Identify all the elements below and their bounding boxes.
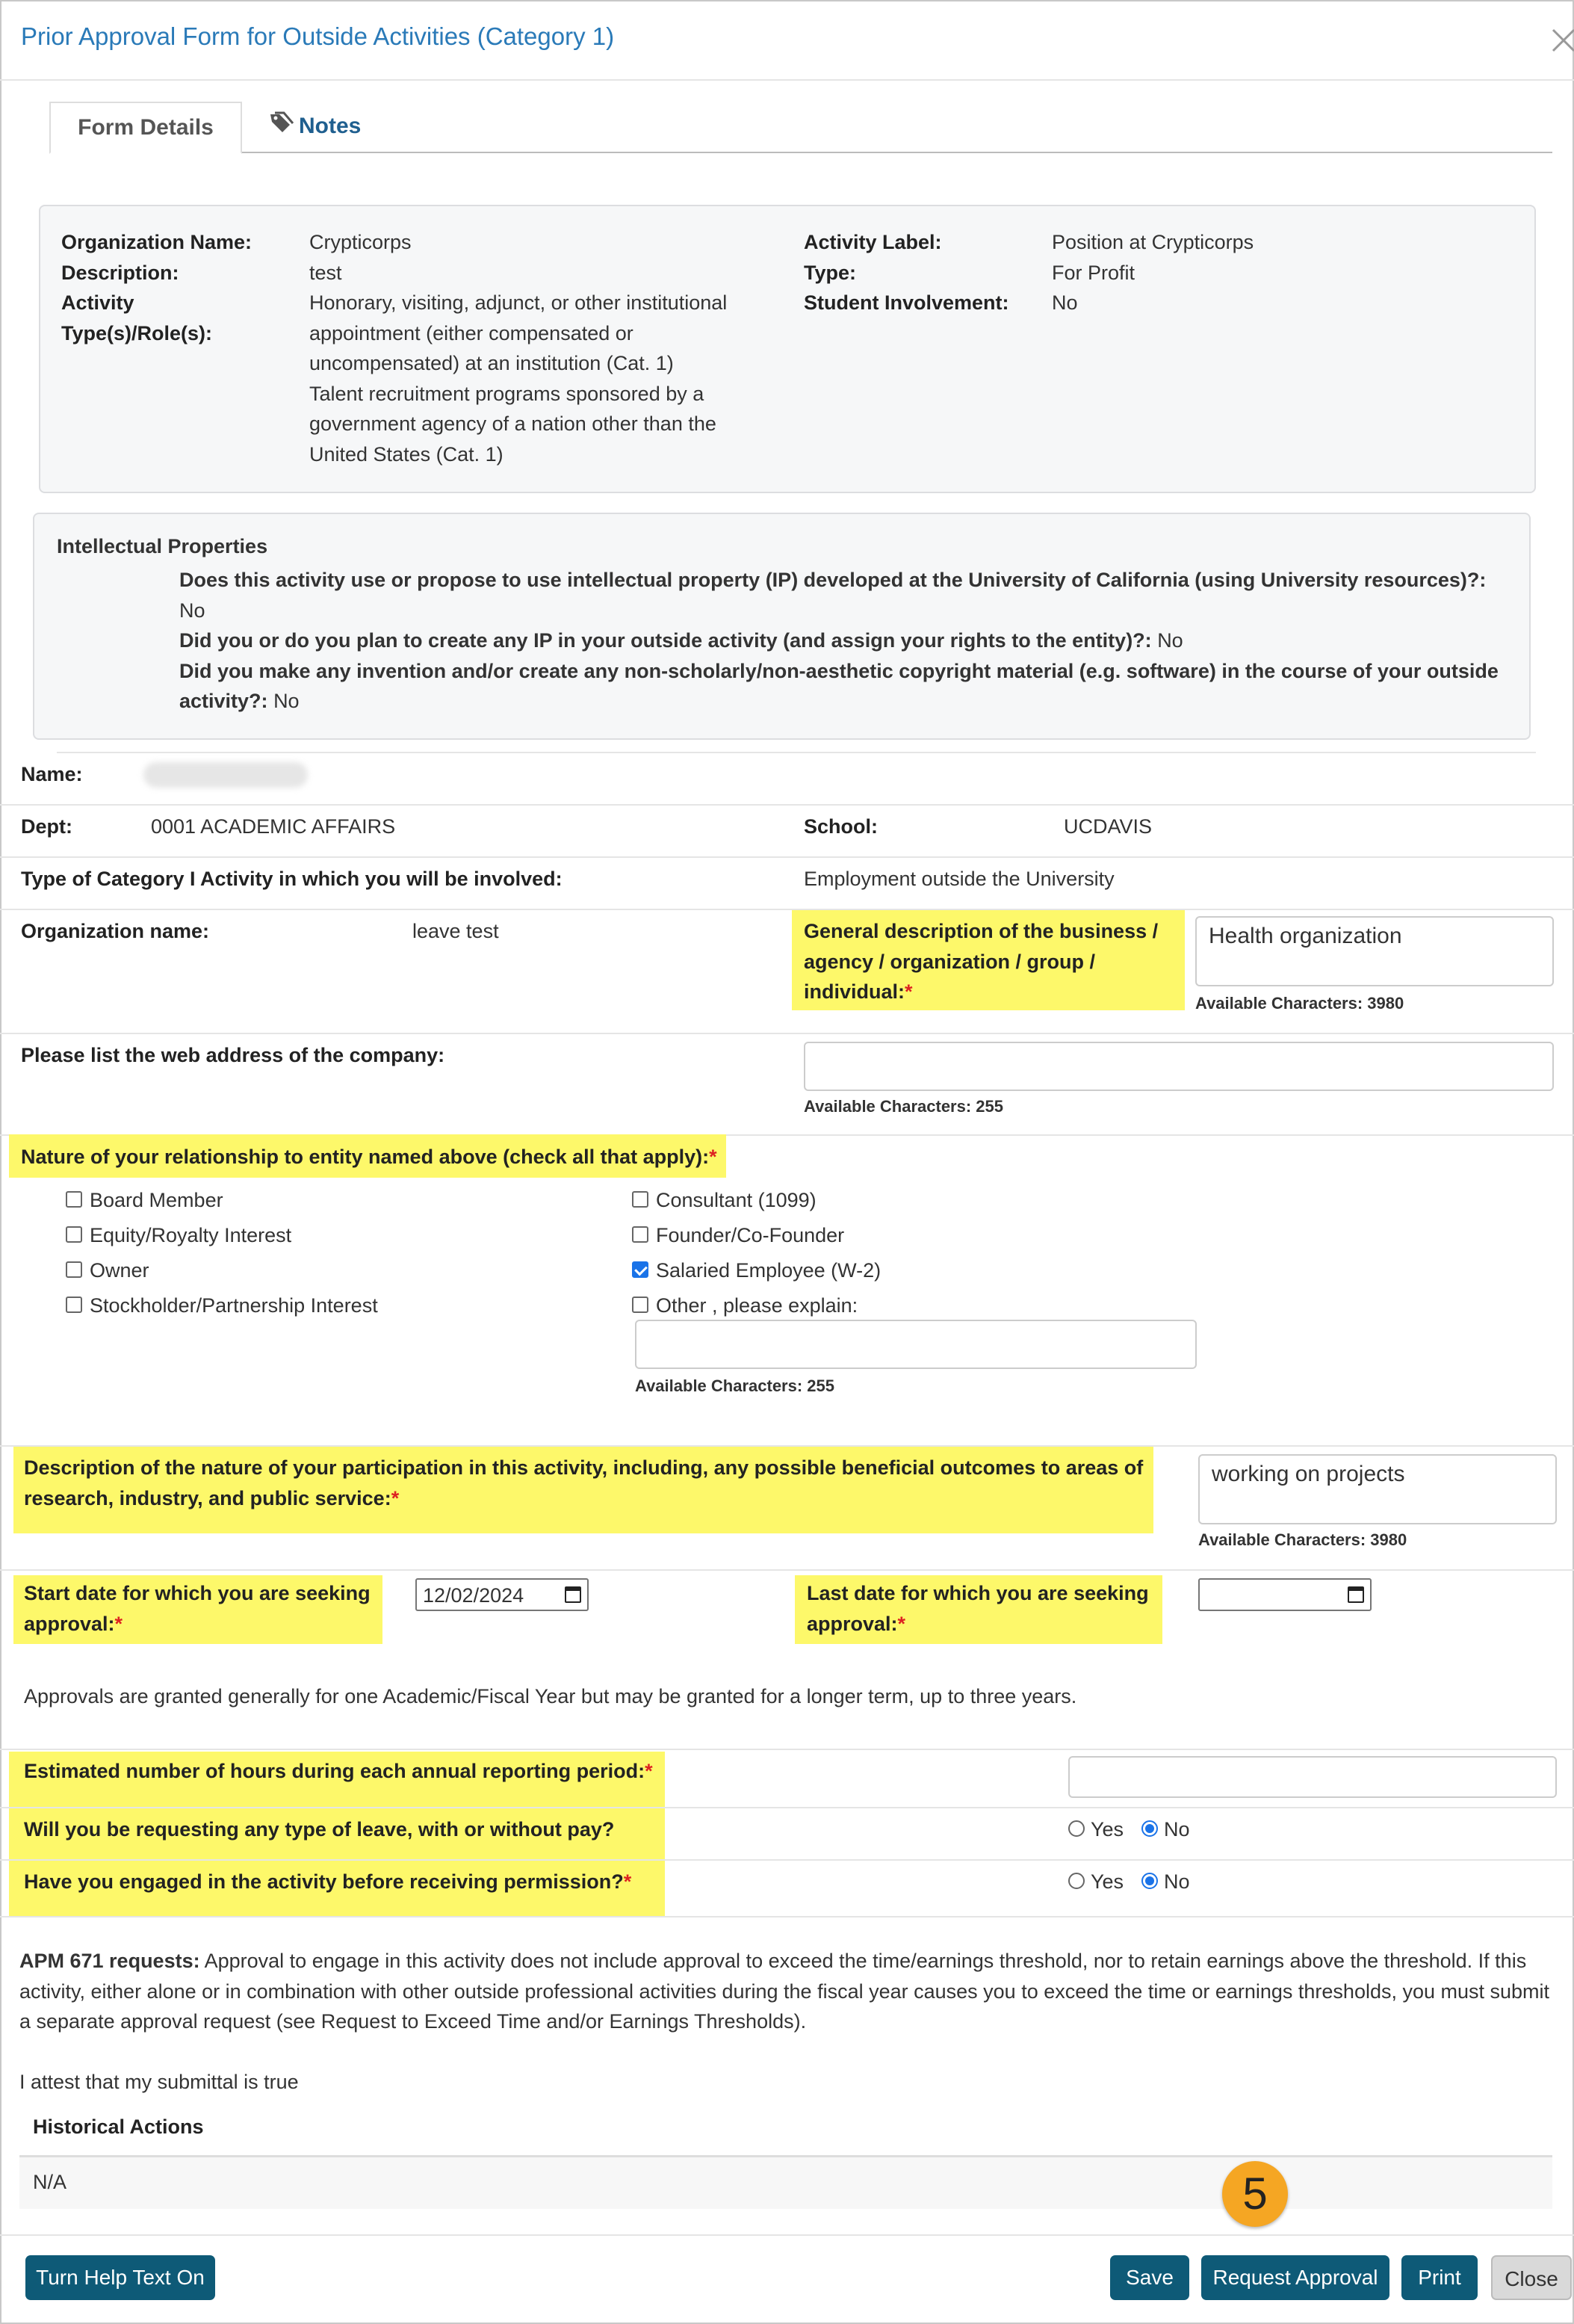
activity-types-list: Honorary, visiting, adjunct, or other institutional appointment (either compensated or uncompensated) at an institution (Cat. 1) Talent recruitment programs sponsored by a government agency of a nation other than the United States (Cat. 1): [309, 291, 728, 466]
divider: [57, 752, 1536, 753]
ip-questions: Does this activity use or propose to use intellectual property (IP) developed at the University of California (using University resources)?: No Did you or do you plan to create any IP in your outside activity (and assign your rights to the entity)?: No Did you make any invention and/or create any non-scholarly/non-aesthetic copyright material (e.g. software) in the course of your outside activity?: No: [179, 569, 1499, 712]
tab-notes[interactable]: [269, 102, 361, 151]
dept-value: 0001 ACADEMIC AFFAIRS: [151, 815, 396, 838]
owner-checkbox[interactable]: [66, 1261, 82, 1278]
calendar-icon[interactable]: [565, 1586, 581, 1603]
relationship-label: Nature of your relationship to entity named above (check all that apply):*: [21, 1146, 717, 1168]
start-date-value: 12/02/2024: [423, 1584, 524, 1607]
description-value: test: [309, 262, 342, 284]
historical-actions-value: N/A: [33, 2171, 67, 2193]
other-checkbox[interactable]: [632, 1297, 648, 1313]
ip-heading: Intellectual Properties: [57, 535, 268, 557]
activity-label-label: Activity Label:: [804, 231, 942, 253]
salaried-employee-checkbox[interactable]: [632, 1261, 648, 1278]
name-value-redacted: [143, 762, 308, 788]
attestation-text: I attest that my submittal is true: [19, 2071, 299, 2093]
type-label: Type:: [804, 262, 857, 284]
row-divider: [0, 1033, 1574, 1034]
activity-label-value: Position at Crypticorps: [1052, 231, 1254, 253]
description-label: Description:: [61, 262, 179, 284]
participation-available-chars: Available Characters: 3980: [1198, 1530, 1407, 1549]
student-involvement-label: Student Involvement:: [804, 291, 1009, 314]
leave-label: Will you be requesting any type of leave, with or without pay?: [24, 1818, 615, 1841]
organization-name-label: Organization name:: [21, 920, 210, 942]
other-label: Other , please explain:: [656, 1294, 858, 1317]
modal-title: Prior Approval Form for Outside Activities (Category 1): [21, 22, 615, 50]
row-divider: [0, 1916, 1574, 1917]
engaged-no-label: No: [1164, 1870, 1190, 1893]
web-address-label: Please list the web address of the company:: [21, 1044, 445, 1066]
row-divider: [0, 1859, 1574, 1861]
general-description-label: General description of the business / agency / organization / group / individual:*: [804, 920, 1159, 1003]
row-divider: [0, 804, 1574, 806]
tab-bar-line: [242, 152, 1552, 153]
leave-yes-label: Yes: [1091, 1818, 1124, 1841]
engaged-yes-radio[interactable]: [1068, 1873, 1085, 1889]
last-date-input[interactable]: [1198, 1578, 1372, 1611]
leave-no-radio[interactable]: [1141, 1820, 1158, 1837]
request-approval-button[interactable]: Request Approval: [1201, 2255, 1389, 2300]
school-value: UCDAVIS: [1064, 815, 1153, 838]
hours-label: Estimated number of hours during each annual reporting period:*: [24, 1760, 653, 1782]
step-number-badge: 5: [1222, 2161, 1288, 2227]
row-divider: [0, 2234, 1574, 2236]
type-value: For Profit: [1052, 262, 1135, 284]
board-member-checkbox[interactable]: [66, 1191, 82, 1208]
salaried-employee-label: Salaried Employee (W-2): [656, 1259, 881, 1282]
start-date-label: Start date for which you are seeking approval:*: [24, 1582, 371, 1635]
last-date-label: Last date for which you are seeking approval:*: [807, 1582, 1149, 1635]
school-label: School:: [804, 815, 878, 838]
stockholder-label: Stockholder/Partnership Interest: [90, 1294, 378, 1317]
engaged-no-radio[interactable]: [1141, 1873, 1158, 1889]
tab-notes-label: Notes: [299, 114, 362, 138]
start-date-input[interactable]: [415, 1578, 589, 1611]
leave-no-label: No: [1164, 1818, 1190, 1841]
category-label: Type of Category I Activity in which you will be involved:: [21, 868, 563, 890]
student-involvement-value: No: [1052, 291, 1078, 314]
org-name-label: Organization Name:: [61, 231, 252, 253]
dept-label: Dept:: [21, 815, 72, 838]
participation-label: Description of the nature of your participation in this activity, including, any possible beneficial outcomes to areas of research, industry, and public service:*: [24, 1456, 1144, 1509]
apm-671-notice: APM 671 requests: Approval to engage in this activity does not include approval to exceed the time/earnings threshold, nor to retain earnings above the threshold. If this activity, either alone or in combination with other outside professional activities during the fiscal year causes you to exceed the time or earnings thresholds, you must submit a separate approval request (see Request to Exceed Time and/or Earnings Thresholds).: [19, 1950, 1550, 2033]
name-label: Name:: [21, 763, 83, 785]
participation-textarea[interactable]: working on projects: [1198, 1454, 1557, 1524]
category-value: Employment outside the University: [804, 868, 1115, 890]
equity-royalty-checkbox[interactable]: [66, 1226, 82, 1243]
organization-name-value: leave test: [412, 920, 499, 942]
web-address-input[interactable]: [804, 1042, 1554, 1091]
close-icon[interactable]: [1547, 21, 1574, 60]
engaged-label: Have you engaged in the activity before receiving permission?*: [24, 1870, 632, 1893]
founder-checkbox[interactable]: [632, 1226, 648, 1243]
historical-actions-heading: Historical Actions: [33, 2116, 204, 2138]
engaged-yes-label: Yes: [1091, 1870, 1124, 1893]
founder-label: Founder/Co-Founder: [656, 1224, 845, 1246]
other-explain-input[interactable]: [635, 1320, 1197, 1369]
row-divider: [0, 856, 1574, 858]
row-divider: [0, 1807, 1574, 1808]
web-address-available-chars: Available Characters: 255: [804, 1097, 1003, 1116]
calendar-icon[interactable]: [1348, 1586, 1364, 1603]
tab-form-details[interactable]: Form Details: [49, 102, 242, 154]
row-divider: [0, 1749, 1574, 1750]
board-member-label: Board Member: [90, 1189, 223, 1211]
hours-input[interactable]: [1068, 1756, 1557, 1798]
other-available-chars: Available Characters: 255: [635, 1376, 834, 1395]
print-button[interactable]: Print: [1401, 2255, 1478, 2300]
activity-summary-panel: [39, 205, 1536, 493]
leave-yes-radio[interactable]: [1068, 1820, 1085, 1837]
save-button[interactable]: Save: [1110, 2255, 1189, 2300]
org-name-value: Crypticorps: [309, 231, 412, 253]
row-divider: [0, 1569, 1574, 1571]
stockholder-checkbox[interactable]: [66, 1297, 82, 1313]
historical-actions-row: [19, 2155, 1552, 2209]
help-text-toggle-button[interactable]: Turn Help Text On: [25, 2255, 215, 2300]
tag-icon: [269, 102, 294, 152]
equity-royalty-label: Equity/Royalty Interest: [90, 1224, 292, 1246]
row-divider: [0, 909, 1574, 910]
title-divider: [0, 79, 1574, 81]
consultant-checkbox[interactable]: [632, 1191, 648, 1208]
consultant-label: Consultant (1099): [656, 1189, 817, 1211]
close-button[interactable]: Close: [1491, 2255, 1572, 2300]
general-description-textarea[interactable]: Health organization: [1195, 916, 1554, 986]
owner-label: Owner: [90, 1259, 149, 1282]
activity-types-label: Activity Type(s)/Role(s):: [61, 291, 213, 344]
approval-term-note: Approvals are granted generally for one Academic/Fiscal Year but may be granted for a longer term, up to three years.: [24, 1685, 1077, 1708]
general-description-available-chars: Available Characters: 3980: [1195, 994, 1404, 1013]
